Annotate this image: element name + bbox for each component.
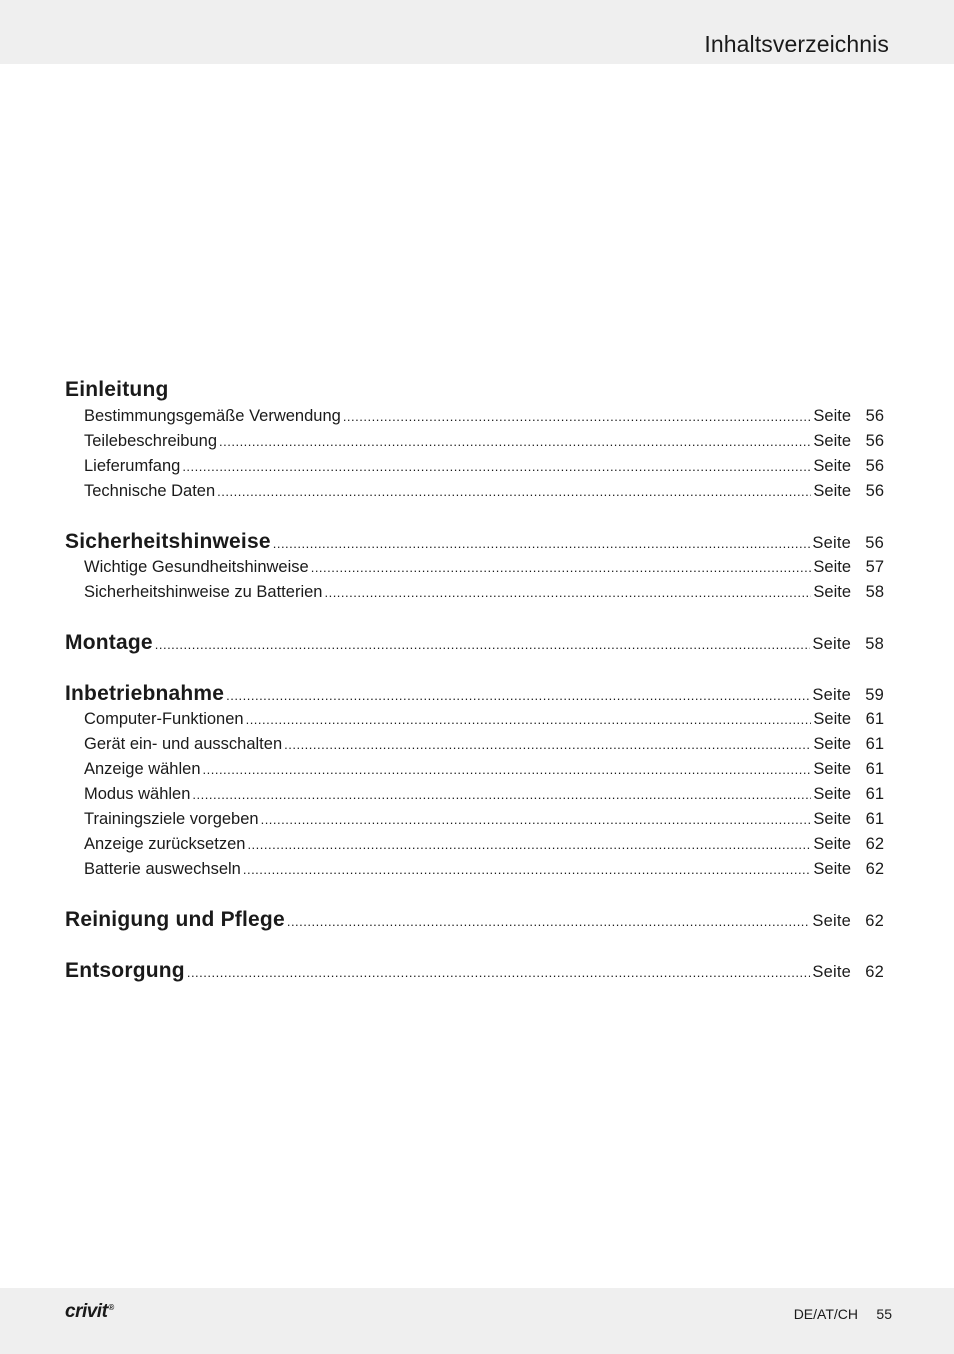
page-reference: Seite 59 [812,686,884,704]
toc-item[interactable] [65,807,884,832]
toc-item[interactable] [65,857,884,882]
toc-item[interactable] [65,479,884,504]
footer-page-number: 55 [876,1306,892,1322]
page-reference: Seite 57 [813,558,884,576]
toc-item[interactable] [65,832,884,857]
toc-item[interactable] [65,757,884,782]
dot-leader [226,683,810,709]
page-title: Inhaltsverzeichnis [704,31,889,57]
dot-leader [155,632,811,658]
page-reference: Seite 61 [813,760,884,778]
dot-leader [192,782,811,807]
toc-item-title: Gerät ein- und ausschalten [84,735,283,753]
dot-leader [247,832,811,857]
page-reference: Seite 58 [813,583,884,601]
toc-section-inbetriebnahme [65,681,884,882]
toc-heading[interactable] [65,907,884,933]
toc-item-title: Technische Daten [84,482,216,500]
footer-locale: DE/AT/CH [793,1306,858,1322]
registered-mark-icon: ® [108,1302,114,1312]
toc-item[interactable] [65,782,884,807]
toc-heading: Einleitung [65,378,169,401]
page-reference: Seite 56 [813,457,884,475]
toc-heading-title: Sicherheitshinweise [65,530,271,553]
table-of-contents [65,376,884,984]
page-reference: Seite 56 [813,407,884,425]
toc-item-title: Lieferumfang [84,457,181,475]
toc-item-title: Trainingsziele vorgeben [84,810,259,828]
toc-item[interactable] [65,707,884,732]
dot-leader [284,732,811,757]
toc-item-title: Bestimmungsgemäße Verwendung [84,407,341,425]
dot-leader [324,580,811,605]
page-reference: Seite 56 [813,482,884,500]
page-reference: Seite 61 [813,710,884,728]
toc-heading-title: Inbetriebnahme [65,682,225,705]
page-reference: Seite 61 [813,735,884,753]
toc-section-reinigung [65,907,884,933]
page-reference: Seite 58 [812,635,884,653]
toc-heading[interactable] [65,630,884,656]
dot-leader [261,807,812,832]
toc-section-entsorgung [65,958,884,984]
toc-item[interactable] [65,732,884,757]
page-reference: Seite 62 [813,860,884,878]
toc-heading-title: Montage [65,631,153,654]
toc-item-title: Computer-Funktionen [84,710,244,728]
page-reference: Seite 56 [812,534,884,552]
page-reference: Seite 61 [813,810,884,828]
page-reference: Seite 62 [812,963,884,981]
toc-item-title: Anzeige wählen [84,760,201,778]
dot-leader [203,757,812,782]
page-reference: Seite 61 [813,785,884,803]
toc-item[interactable] [65,555,884,580]
dot-leader [311,555,812,580]
page-reference: Seite 62 [813,835,884,853]
dot-leader [243,857,812,882]
dot-leader [187,960,811,986]
toc-item[interactable] [65,429,884,454]
dot-leader [219,429,811,454]
toc-section-einleitung [65,376,884,504]
page-reference: Seite 62 [812,912,884,930]
toc-section-montage [65,630,884,656]
toc-heading[interactable] [65,958,884,984]
dot-leader [343,404,812,429]
toc-item[interactable] [65,454,884,479]
toc-section-sicherheitshinweise [65,529,884,605]
toc-item-title: Wichtige Gesundheitshinweise [84,558,309,576]
toc-heading-title: Reinigung und Pflege [65,908,285,931]
toc-item-title: Sicherheitshinweise zu Batterien [84,583,323,601]
toc-heading[interactable] [65,529,884,555]
toc-heading[interactable] [65,681,884,707]
toc-item-title: Anzeige zurücksetzen [84,835,246,853]
page-reference: Seite 56 [813,432,884,450]
toc-item-title: Batterie auswechseln [84,860,241,878]
dot-leader [246,707,812,732]
brand-logo: crivit® [65,1301,114,1322]
dot-leader [217,479,811,504]
dot-leader [182,454,811,479]
toc-item-title: Modus wählen [84,785,191,803]
toc-item[interactable] [65,580,884,605]
dot-leader [273,531,811,557]
toc-item[interactable] [65,404,884,429]
toc-heading-title: Entsorgung [65,959,185,982]
dot-leader [287,909,811,935]
toc-item-title: Teilebeschreibung [84,432,218,450]
